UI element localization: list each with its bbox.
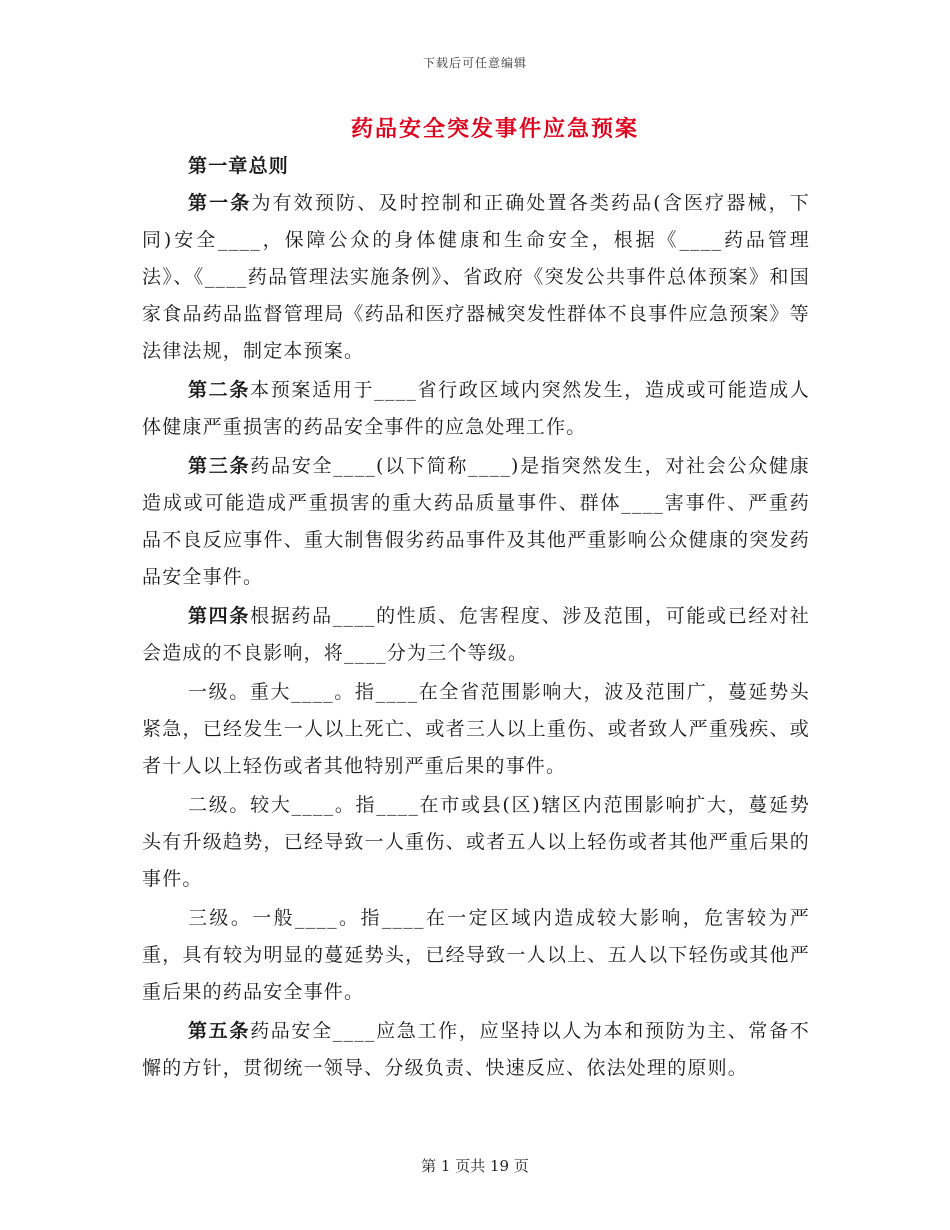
paragraph-text: 三级。一般____。指____在一定区域内造成较大影响，危害较为严重，具有较为明显的蔓延势头，已经导致一人以上、五人以下轻伤或其他严重后果的药品安全事件。 — [142, 907, 810, 1003]
level-2-paragraph — [142, 787, 810, 898]
document-title: 药品安全突发事件应急预案 — [350, 117, 639, 142]
article-2 — [142, 372, 810, 446]
document-body — [142, 148, 810, 1089]
level-3-paragraph — [142, 900, 810, 1011]
paragraph-text: 一级。重大____。指____在全省范围影响大，波及范围广，蔓延势头紧急，已经发生一人以上死亡、或者三人以上重伤、或者致人严重残疾、或者十人以上轻伤或者其他特别严重后果的事件。 — [142, 681, 810, 777]
article-text: 本预案适用于____省行政区域内突然发生，造成或可能造成人体健康严重损害的药品安全事件的应急处理工作。 — [142, 379, 810, 438]
paragraph-text: 二级。较大____。指____在市或县(区)辖区内范围影响扩大，蔓延势头有升级趋势，已经导致一人重伤、或者五人以上轻伤或者其他严重后果的事件。 — [142, 794, 810, 890]
article-lead: 第二条 — [188, 379, 251, 401]
article-lead: 第一条 — [188, 192, 252, 214]
article-1 — [142, 185, 810, 370]
article-text: 药品安全____(以下简称____)是指突然发生，对社会公众健康造成或可能造成严重损害的重大药品质量事件、群体____害事件、严重药品不良反应事件、重大制售假劣药品事件及其他严重影响公众健康的突发药品安全事件。 — [142, 455, 810, 588]
article-lead: 第三条 — [188, 455, 251, 477]
header-note: 下载后可任意编辑 — [422, 56, 527, 70]
chapter-heading: 第一章总则 — [188, 155, 290, 177]
article-text: 根据药品____的性质、危害程度、涉及范围，可能或已经对社会造成的不良影响，将____分为三个等级。 — [142, 605, 810, 664]
level-1-paragraph — [142, 674, 810, 785]
article-5 — [142, 1013, 810, 1087]
article-lead: 第五条 — [188, 1020, 251, 1042]
article-lead: 第四条 — [188, 605, 251, 627]
article-text: 为有效预防、及时控制和正确处置各类药品(含医疗器械，下同)安全____，保障公众的身体健康和生命安全，根据《____药品管理法》、《____药品管理法实施条例》、省政府《突发公共事件总体预案》和国家食品药品监督管理局《药品和医疗器械突发性群体不良事件应急预案》等法律法规，制定本预案。 — [142, 192, 810, 362]
page-footer: 第 1 页共 19 页 — [421, 1157, 529, 1175]
article-3 — [142, 448, 810, 596]
article-4 — [142, 598, 810, 672]
article-text: 药品安全____应急工作，应坚持以人为本和预防为主、常备不懈的方针，贯彻统一领导、分级负责、快速反应、依法处理的原则。 — [142, 1020, 810, 1079]
